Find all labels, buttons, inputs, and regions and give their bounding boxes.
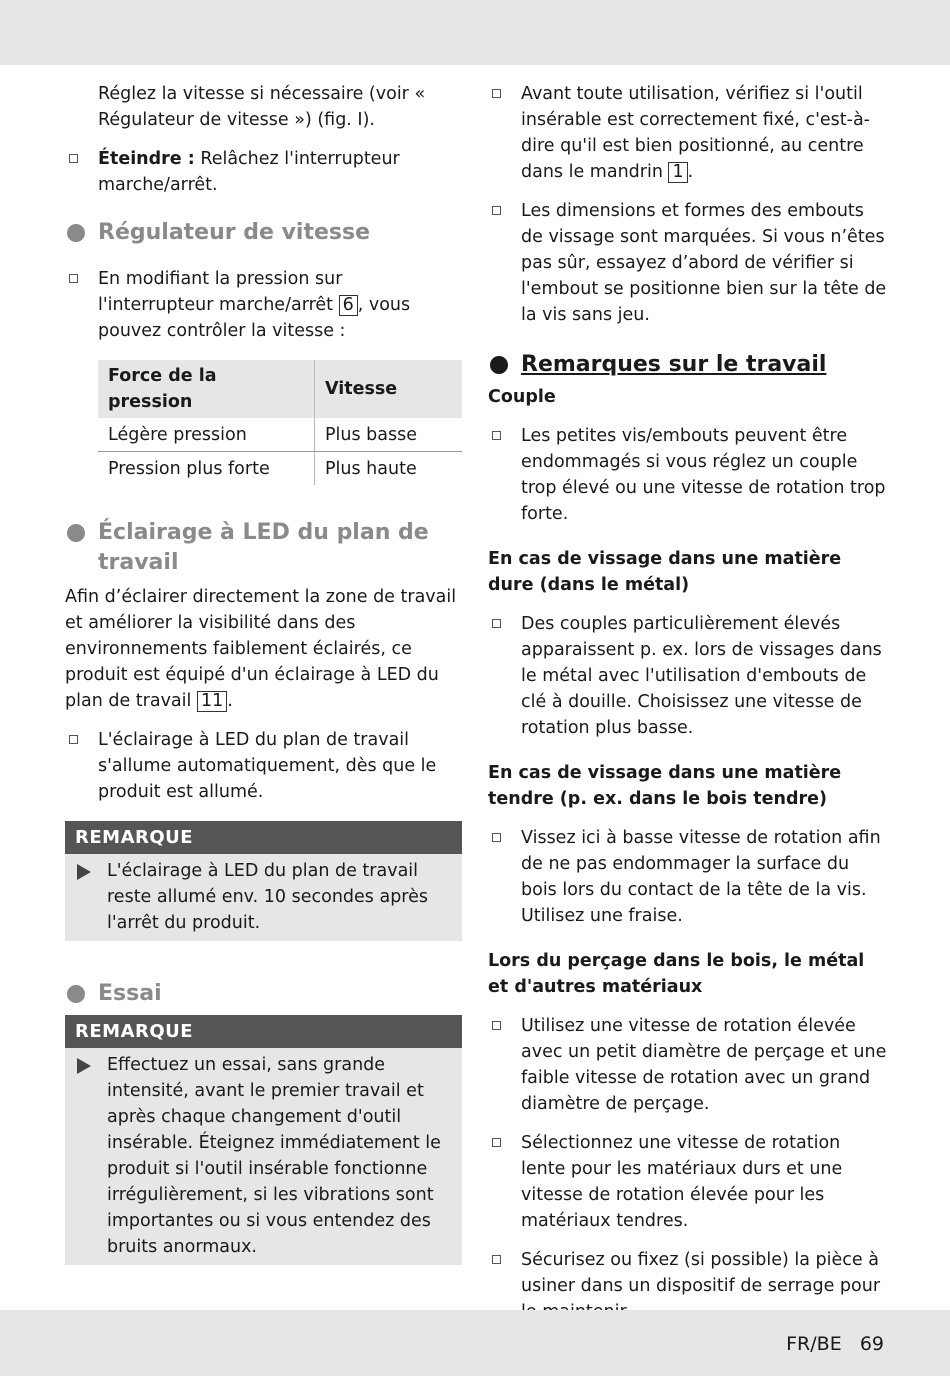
triangle-right-icon bbox=[77, 864, 91, 880]
checkbox-square-icon bbox=[492, 206, 501, 215]
checkbox-square-icon bbox=[492, 833, 501, 842]
checkbox-square-icon bbox=[492, 1255, 501, 1264]
subheading-soft-material: En cas de vissage dans une matière tendre (p. ex. dans le bois tendre) bbox=[488, 763, 842, 809]
list-item-drilling-2 bbox=[488, 1130, 888, 1234]
table-cell: Plus basse bbox=[315, 418, 463, 452]
checkbox-square-icon bbox=[492, 619, 501, 628]
speed-table bbox=[98, 360, 462, 485]
list-item-soft-material bbox=[488, 825, 888, 929]
heading-text: Remarques sur le travail bbox=[521, 352, 827, 377]
left-column bbox=[65, 81, 462, 1298]
eteindre-text: Relâchez l'interrupteur marche/arrêt. bbox=[98, 149, 400, 195]
checkbox-square-icon bbox=[492, 431, 501, 440]
note-text: L'éclairage à LED du plan de travail reste allumé env. 10 secondes après l'arrêt du produit. bbox=[107, 861, 428, 933]
note-title: REMARQUE bbox=[65, 821, 462, 854]
list-item-eteindre bbox=[65, 146, 462, 198]
subheading-couple: Couple bbox=[488, 387, 556, 407]
table-header: Vitesse bbox=[315, 360, 463, 418]
list-item-bits bbox=[488, 198, 888, 328]
list-item-speed bbox=[65, 266, 462, 344]
table-row bbox=[98, 452, 462, 486]
led-paragraph bbox=[65, 584, 462, 714]
page-number: FR/BE 69 bbox=[786, 1333, 884, 1355]
bullet-dot-icon bbox=[490, 356, 508, 374]
note-body bbox=[65, 1048, 462, 1265]
checkbox-square-icon bbox=[69, 274, 78, 283]
note-box-test bbox=[65, 1015, 462, 1265]
note-title: REMARQUE bbox=[65, 1015, 462, 1048]
list-item-text-post: . bbox=[687, 162, 694, 182]
right-column bbox=[488, 81, 888, 1338]
checkbox-square-icon bbox=[492, 89, 501, 98]
bullet-dot-icon bbox=[67, 224, 85, 242]
heading-text: Essai bbox=[98, 981, 162, 1006]
list-item-text: Sélectionnez une vitesse de rotation lente pour les matériaux durs et une vitesse de rotation élevée pour les matériaux tendres. bbox=[521, 1133, 843, 1231]
ref-number: 6 bbox=[339, 295, 358, 316]
list-item-hard-material bbox=[488, 611, 888, 741]
heading-work-notes bbox=[488, 350, 888, 380]
checkbox-square-icon bbox=[69, 735, 78, 744]
list-item-text: Les petites vis/embouts peuvent être endommagés si vous réglez un couple trop élevé ou une vitesse de rotation trop forte. bbox=[521, 426, 886, 524]
list-item-text: Sécurisez ou fixez (si possible) la pièce à usiner dans un dispositif de serrage pour bbox=[521, 1250, 881, 1296]
led-text-pre: Afin d’éclairer directement la zone de travail et améliorer la visibilité dans des environnements faiblement éclairés, ce produit est équipé d'un éclairage à LED du plan de travail bbox=[65, 587, 457, 711]
heading-text: Éclairage à LED du plan de travail bbox=[98, 520, 429, 575]
table-cell: Légère pression bbox=[98, 418, 315, 452]
table-header: Force de la pression bbox=[98, 360, 315, 418]
list-item-text: Avant toute utilisation, vérifiez si l'outil insérable est correctement fixé, c'est-à-dire qu'il est bien positionné, au centre dans le mandrin bbox=[521, 84, 871, 182]
heading-test bbox=[65, 979, 462, 1009]
list-item-text: L'éclairage à LED du plan de travail s'allume automatiquement, dès que le produit est allumé. bbox=[98, 730, 437, 802]
intro-paragraph: Réglez la vitesse si nécessaire (voir « Régulateur de vitesse ») (fig. I). bbox=[98, 84, 426, 130]
checkbox-square-icon bbox=[69, 154, 78, 163]
bullet-dot-icon bbox=[67, 985, 85, 1003]
list-item-text: Utilisez une vitesse de rotation élevée avec un petit diamètre de perçage et une faible vitesse de rotation avec un grand diamètre de perçage. bbox=[521, 1016, 887, 1114]
table-cell: Pression plus forte bbox=[98, 452, 315, 486]
checkbox-square-icon bbox=[492, 1138, 501, 1147]
speed-text-post: , vous pouvez contrôler la vitesse : bbox=[98, 295, 411, 341]
ref-number: 11 bbox=[197, 691, 227, 712]
list-item-couple bbox=[488, 423, 888, 527]
list-item-text: Les dimensions et formes des embouts de vissage sont marquées. Si vous n’êtes pas sûr, essayez d’abord de vérifier si l'embout se positionne bien sur la tête de la vis sans jeu. bbox=[521, 201, 887, 325]
bullet-dot-icon bbox=[67, 524, 85, 542]
triangle-right-icon bbox=[77, 1058, 91, 1074]
led-text-post: . bbox=[227, 691, 233, 711]
list-item-check-tool bbox=[488, 81, 888, 185]
list-item-drilling-1 bbox=[488, 1013, 888, 1117]
table-row bbox=[98, 418, 462, 452]
speed-text-pre: En modifiant la pression sur l'interrupteur marche/arrêt bbox=[98, 269, 343, 315]
table-cell: Plus haute bbox=[325, 458, 417, 479]
subheading-hard-material: En cas de vissage dans une matière dure (dans le métal) bbox=[488, 549, 842, 595]
heading-led bbox=[65, 518, 462, 578]
header-band bbox=[0, 0, 950, 65]
list-item-text: Vissez ici à basse vitesse de rotation afin de ne pas endommager la surface du bois lors du contact de la tête de la vis. Utilisez une fraise. bbox=[521, 828, 881, 926]
checkbox-square-icon bbox=[492, 1021, 501, 1030]
heading-speed-regulator bbox=[65, 218, 462, 248]
list-item-text: Des couples particulièrement élevés apparaissent p. ex. lors de vissages dans le métal avec l'utilisation d'embouts de clé à douille. Choisissez une vitesse de rotation plus basse. bbox=[521, 614, 882, 738]
list-item-led bbox=[65, 727, 462, 805]
eteindre-label: Éteindre : bbox=[98, 149, 195, 169]
note-box-led bbox=[65, 821, 462, 941]
subheading-drilling: Lors du perçage dans le bois, le métal et d'autres matériaux bbox=[488, 951, 865, 997]
heading-text: Régulateur de vitesse bbox=[98, 220, 371, 245]
ref-number: 1 bbox=[668, 162, 687, 183]
note-text: Effectuez un essai, sans grande intensité, avant le premier travail et après chaque changement d'outil insérable. Éteignez immédiatement le produit si l'outil insérable fonctionne irrégulièrement, si les vibrations sont importantes ou si vous entendez des bruits anormaux. bbox=[107, 1055, 441, 1257]
note-body bbox=[65, 854, 462, 941]
